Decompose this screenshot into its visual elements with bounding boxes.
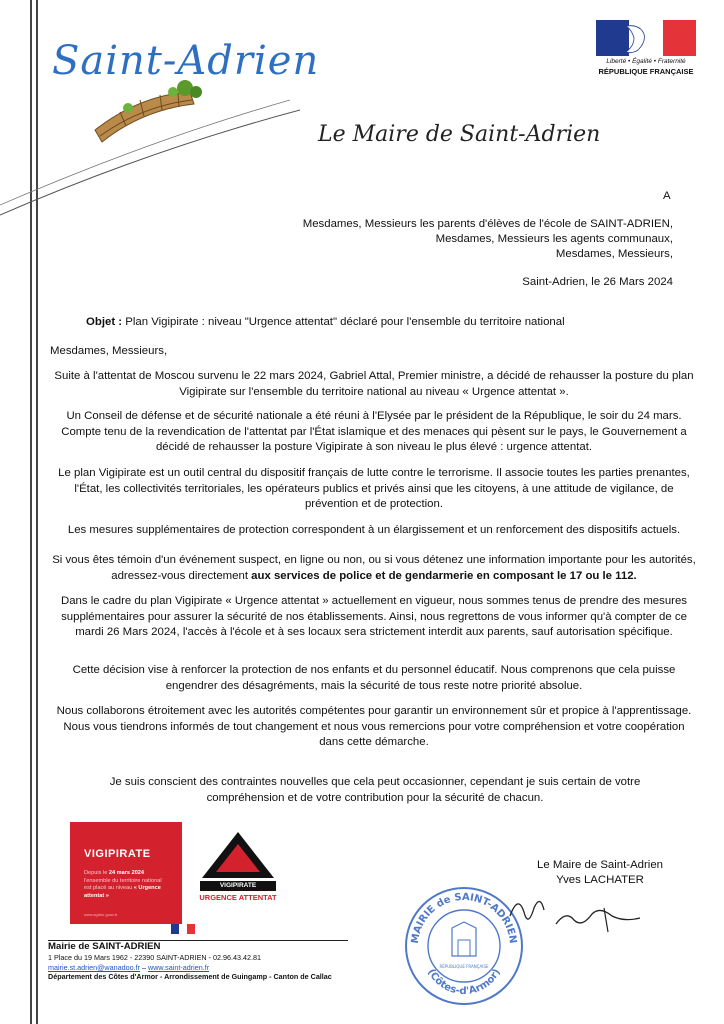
- closing-paragraph: Je suis conscient des contraintes nouvelles que cela peut occasionner, cependant je suis certain de votre compréhension et de votre contribution pour la sécurité de chacun.: [109, 776, 641, 804]
- logo-text: Saint-Adrien: [52, 38, 320, 84]
- body-paragraph: Un Conseil de défense et de sécurité nationale a été réuni à l'Elysée par le président de la République, le soir du 24 mars. Compte tenu de la revendication de l'attentat par l'État islamique et des menaces qui pèsent sur le pays, le Gouvernement a décidé de rehausser la posture Vigipirate à son niveau le plus élevé : urgence attentat.: [61, 410, 687, 453]
- object-label: Objet :: [86, 316, 123, 328]
- footer-department: Département des Côtes d'Armor - Arrondissement de Guingamp - Canton de Callac: [48, 972, 332, 981]
- vigipirate-card-text: Depuis le 24 mars 2024 l'ensemble du territoire national est placé au niveau « Urgence attentat »: [84, 870, 162, 899]
- mayor-heading: Le Maire de Saint-Adrien: [318, 122, 601, 147]
- logo-swoosh-line-1: [0, 110, 300, 215]
- body-paragraph: Cette décision vise à renforcer la protection de nos enfants et du personnel éducatif. Nous comprenons que cela puisse engendrer des désagréments, mais la sécurité de tous reste notre priorité absolue.: [72, 664, 676, 692]
- footer: [48, 941, 448, 982]
- object-text: Plan Vigipirate : niveau "Urgence attentat" déclaré pour l'ensemble du territoire national: [122, 316, 565, 328]
- stamp-top-text: MAIRIE de SAINT-ADRIEN: [409, 891, 519, 945]
- signature-name: Yves LACHATER: [556, 874, 644, 886]
- republic-motto: Liberté • Égalité • Fraternité: [606, 58, 686, 65]
- signature-title: Le Maire de Saint-Adrien: [537, 859, 663, 871]
- recipient-line: Mesdames, Messieurs,: [555, 248, 673, 260]
- date-line: Saint-Adrien, le 26 Mars 2024: [522, 276, 673, 288]
- witness-text: Si vous êtes témoin d'un événement suspect, en ligne ou non, ou si vous détenez une information importante pour les autorités, adressez-vous directement: [52, 554, 696, 582]
- recipient-marker: A: [663, 190, 671, 202]
- republic-name: RÉPUBLIQUE FRANÇAISE: [598, 67, 694, 76]
- footer-contact: mairie.st.adrien@wanadoo.fr – www.saint-adrien.fr: [48, 962, 210, 972]
- vigipirate-card-title: VIGIPIRATE: [84, 848, 151, 860]
- vigipirate-badge-level: URGENCE ATTENTAT: [199, 893, 277, 902]
- salutation: Mesdames, Messieurs,: [50, 345, 168, 357]
- stamp-inner-text: RÉPUBLIQUE FRANÇAISE: [439, 964, 489, 969]
- logo-bridge-icon: [95, 92, 194, 142]
- handwritten-signature: [500, 888, 650, 940]
- vigipirate-triangle-icon: [200, 830, 276, 880]
- vigipirate-card: [70, 822, 182, 924]
- footer-website-link[interactable]: www.saint-adrien.fr: [148, 962, 210, 972]
- small-flag-icon: [171, 924, 195, 934]
- vigipirate-card-site: www.sgdsn.gouv.fr: [84, 912, 118, 917]
- stamp-bottom-text: (Côtes-d'Armor): [425, 967, 503, 998]
- witness-paragraph: [48, 553, 700, 584]
- body-paragraph: Dans le cadre du plan Vigipirate « Urgence attentat » actuellement en vigueur, nous sommes tenus de prendre des mesures supplémentaires pour assurer la sécurité de nos établissements. Ainsi, nous regrettons de vous informer qu'à compter de ce mardi 26 Mars 2024, l'accès à l'école et à ses locaux sera strictement interdit aux parents, sauf autorisation spécifique.: [60, 595, 687, 638]
- body-paragraph: Le plan Vigipirate est un outil central du dispositif français de lutte contre le terrorisme. Il associe toutes les parties prenantes, l'État, les collectivités territoriales, les opérateurs publics et privés ainsi que les citoyens, à une attitude de vigilance, de prévention et de protection.: [58, 467, 690, 510]
- witness-bold: aux services de police et de gendarmerie en composant le 17 ou le 112.: [251, 569, 637, 582]
- marianne-flag-icon: [596, 20, 696, 56]
- footer-address: 1 Place du 19 Mars 1962 - 22390 SAINT-ADRIEN - 02.96.43.42.81: [48, 953, 261, 962]
- recipient-line: Mesdames, Messieurs les parents d'élèves de l'école de SAINT-ADRIEN,: [302, 218, 673, 230]
- object-line: [86, 316, 686, 328]
- body-paragraph: Nous collaborons étroitement avec les autorités compétentes pour garantir un environnement sûr et propice à l'apprentissage. Nous vous tiendrons informés de tout changement et nous vous remercions pour votre compréhension et votre coopération dans cette démarche.: [56, 705, 692, 748]
- saint-adrien-logo: [0, 0, 300, 220]
- footer-email-link[interactable]: mairie.st.adrien@wanadoo.fr: [48, 962, 140, 972]
- recipient-line: Mesdames, Messieurs les agents communaux,: [435, 233, 673, 245]
- body-paragraph: Les mesures supplémentaires de protection correspondent à un élargissement et un renforcement des dispositifs actuels.: [67, 524, 681, 536]
- body-paragraph: Suite à l'attentat de Moscou survenu le 22 mars 2024, Gabriel Attal, Premier ministre, a décidé de rehausser la posture du plan Vigipirate sur l'ensemble du territoire national au niveau « Urgence attentat ».: [54, 370, 694, 398]
- footer-name: Mairie de SAINT-ADRIEN: [48, 941, 161, 952]
- vigipirate-badge-label: VIGIPIRATE: [200, 881, 276, 891]
